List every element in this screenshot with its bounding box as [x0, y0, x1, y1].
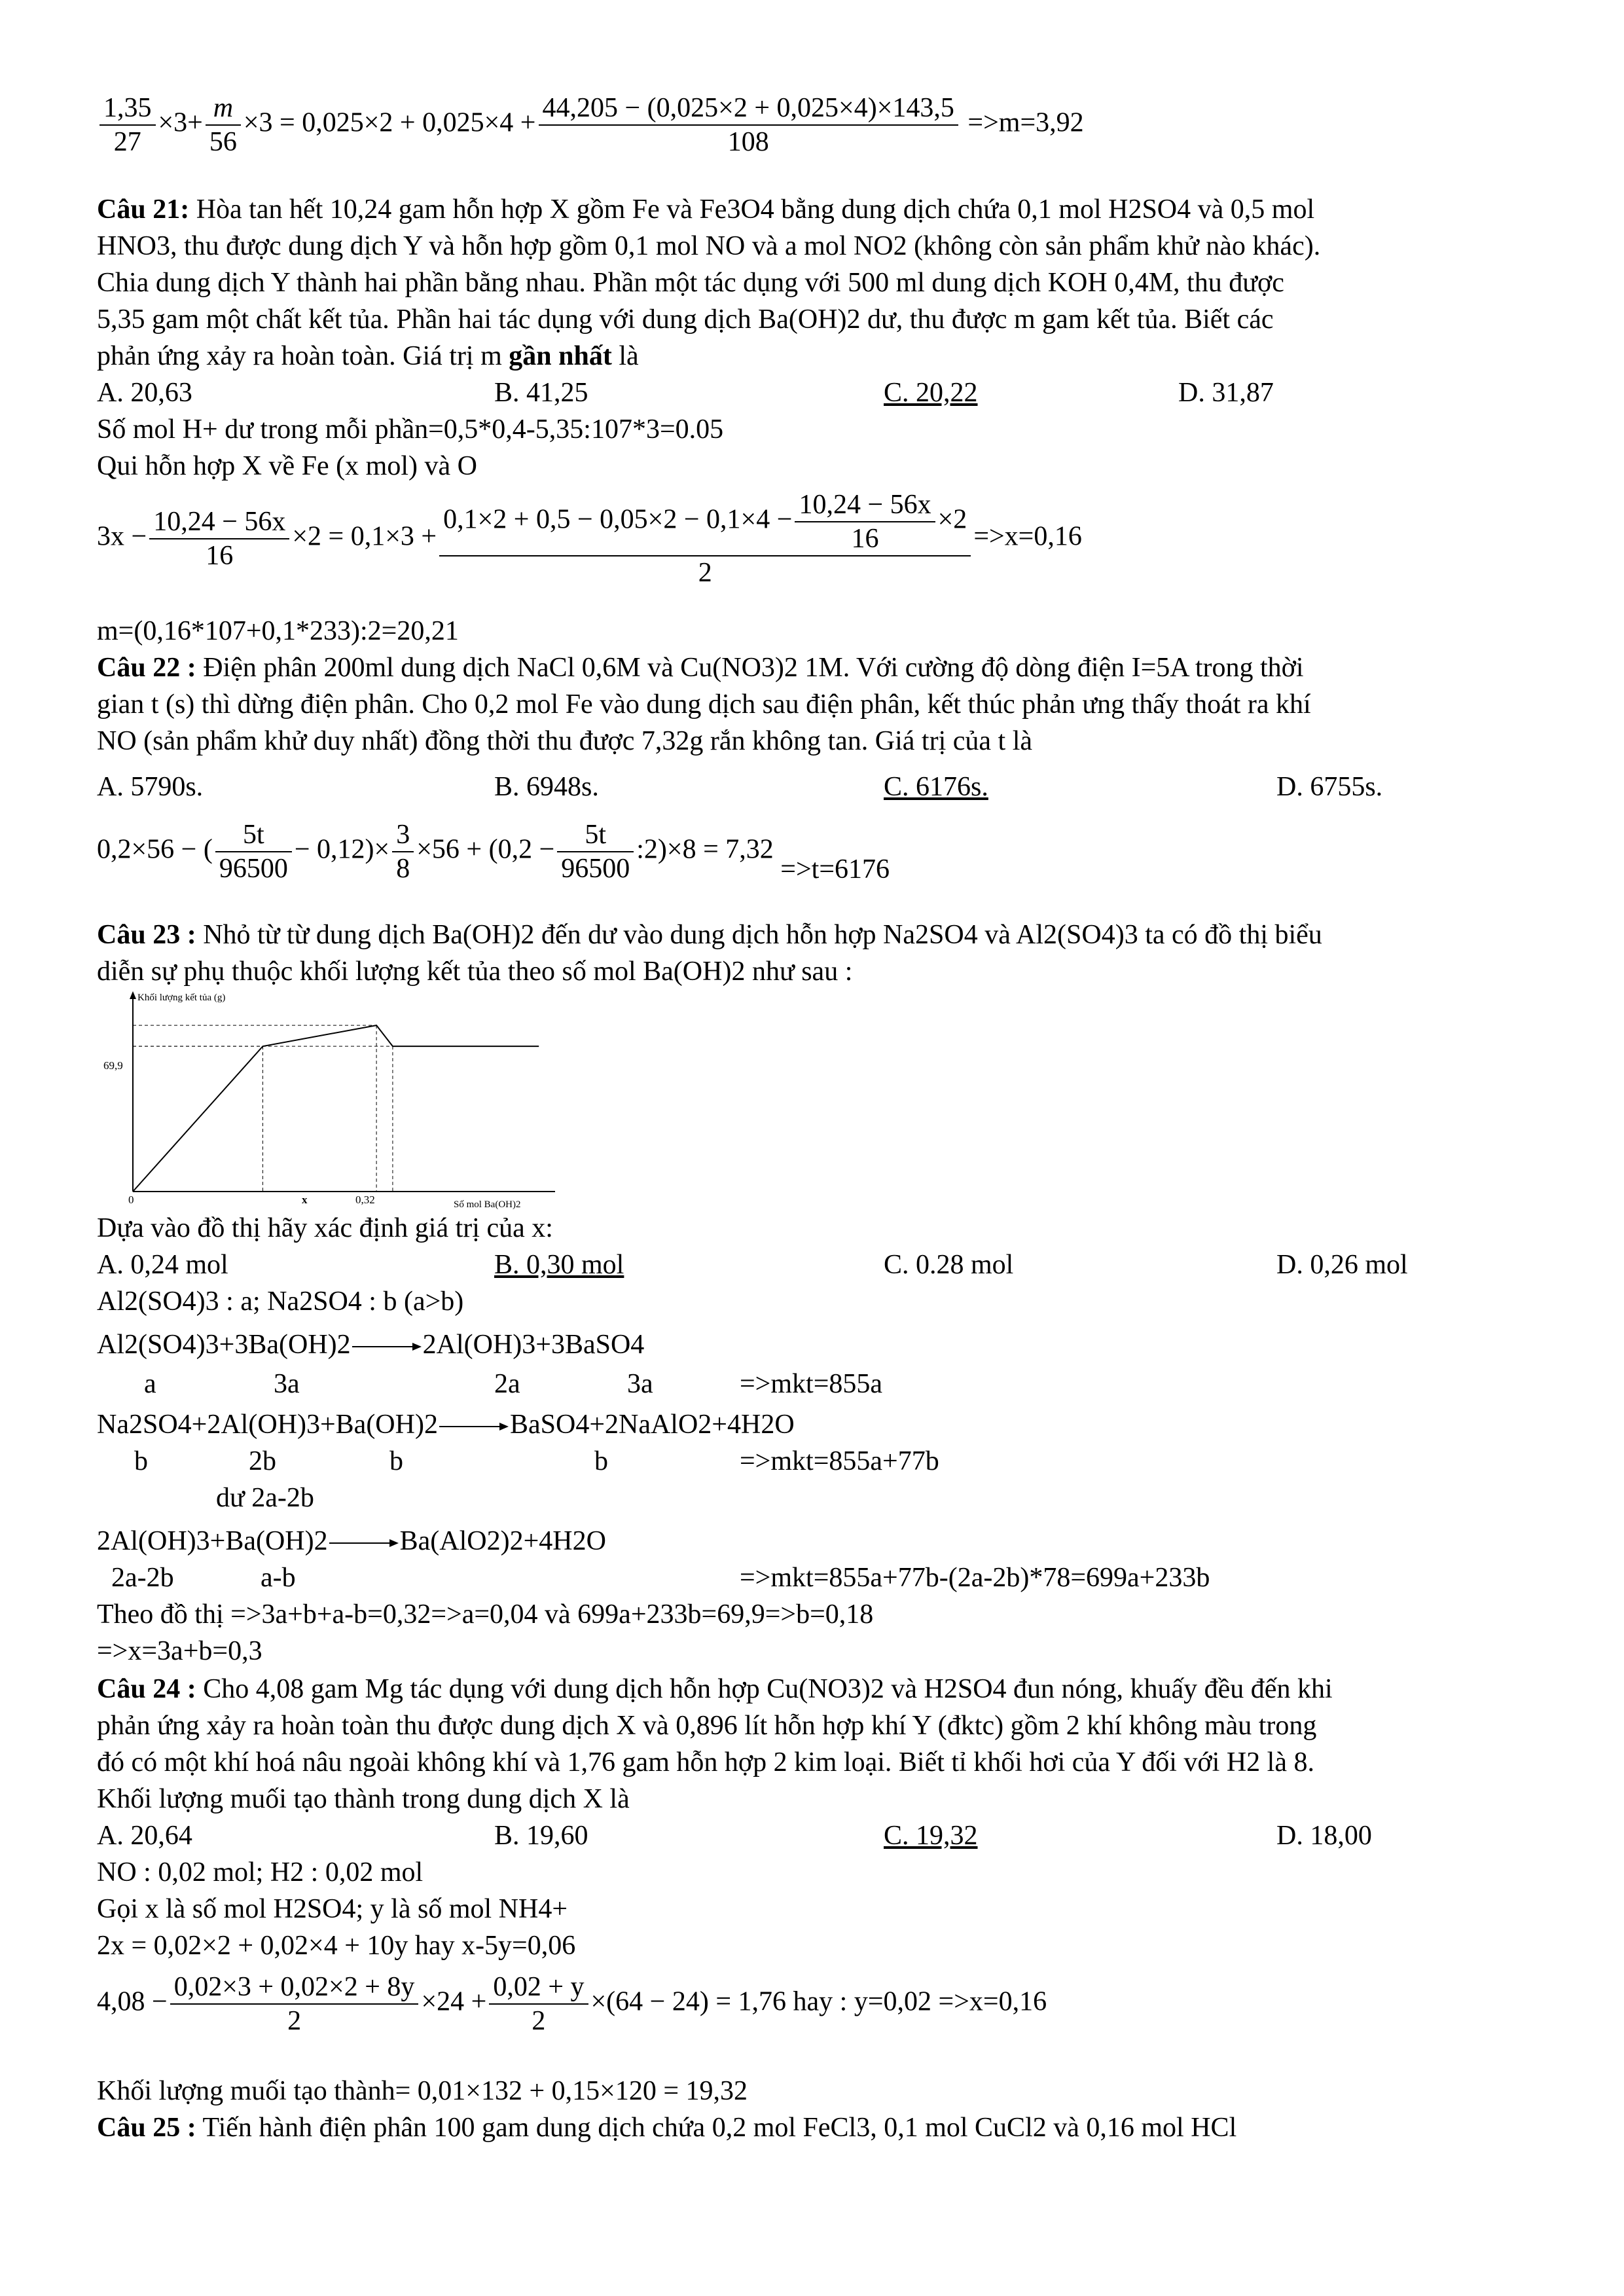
r3-coef-2: a-b [261, 1563, 296, 1593]
q23-solution-2: Theo đồ thị =>3a+b+a-b=0,32=>a=0,04 và 699a+233b=69,9=>b=0,18 [97, 1599, 874, 1630]
q21-equation: 3x − $\frac{10,24 - 56x}{16}$ ×2 = 0,1×3 + 0,1×2 + 0,5 − 0,05×2 − 0,1×4 − $\frac{10,24 - 56x}{16}$ ×2 2 =>x=0,16 [97, 490, 1082, 588]
q22-line-3: NO (sản phẩm khử duy nhất) đồng thời thu được 7,32g rắn không tan. Giá trị của t là [97, 726, 1033, 756]
q21-option-d: D. 31,87 [1178, 378, 1274, 408]
q23-solution-1: Al2(SO4)3 : a; Na2SO4 : b (a>b) [97, 1286, 464, 1317]
r1-coef-2a: 2a [494, 1369, 520, 1399]
q23-option-b: B. 0,30 mol [494, 1250, 624, 1280]
q21-option-c: C. 20,22 [884, 378, 978, 408]
q23-option-d: D. 0,26 mol [1276, 1250, 1408, 1280]
r2-coef-2b: 2b [249, 1446, 276, 1476]
r1-coef-a: a [144, 1369, 156, 1399]
q24-line-4: Khối lượng muối tạo thành trong dung dịch X là [97, 1784, 630, 1814]
q24-solution-4: Khối lượng muối tạo thành= 0,01×132 + 0,15×120 = 19,32 [97, 2076, 748, 2106]
q23-solution-3: =>x=3a+b=0,3 [97, 1636, 262, 1666]
q22-option-c: C. 6176s. [884, 772, 988, 802]
q24-equation: 4,08 − $\frac{0,02\times 3 + 0,02\times 2 + 8y}{2}$ ×24 + $\frac{0,02 + y}{2}$ ×(64 − 24) = 1,76 hay : y=0,02 =>x=0,16 [97, 1972, 1047, 2036]
x-tick-label-032: 0,32 [355, 1194, 375, 1206]
r2-mass: =>mkt=855a+77b [740, 1446, 939, 1476]
q24-line-2: phản ứng xảy ra hoàn toàn thu được dung dịch X và 0,896 lít hỗn hợp khí Y (đktc) gồm 2 khí không màu trong [97, 1711, 1317, 1741]
y-axis-label: Khối lượng kết tủa (g) [137, 993, 226, 1003]
r1-coef-3a-b: 3a [627, 1369, 653, 1399]
r2-coef-b: b [134, 1446, 148, 1476]
q21-solution-2: Qui hỗn hợp X về Fe (x mol) và O [97, 451, 477, 481]
q24-option-c: C. 19,32 [884, 1821, 978, 1851]
q23-option-a: A. 0,24 mol [97, 1250, 228, 1280]
q22-option-b: B. 6948s. [494, 772, 599, 802]
chart-guides [133, 1025, 539, 1192]
q21-option-a: A. 20,63 [97, 378, 192, 408]
q21-option-b: B. 41,25 [494, 378, 588, 408]
q21-line-5: phản ứng xảy ra hoàn toàn. Giá trị m gần nhất là [97, 341, 639, 371]
precipitate-mass-chart [97, 987, 568, 1210]
q21-solution-1: Số mol H+ dư trong mỗi phần=0,5*0,4-5,35:107*3=0.05 [97, 414, 724, 445]
q23-line-1: Câu 23 : Nhỏ từ từ dung dịch Ba(OH)2 đến dư vào dung dịch hỗn hợp Na2SO4 và Al2(SO4)3 ta có đồ thị biểu [97, 920, 1322, 950]
q23-line-2: diễn sự phụ thuộc khối lượng kết tủa theo số mol Ba(OH)2 như sau : [97, 957, 853, 987]
q24-line-3: đó có một khí hoá nâu ngoài không khí và 1,76 gam hỗn hợp 2 kim loại. Biết tỉ khối hơi của Y đối với H2 là 8. [97, 1747, 1314, 1777]
q22-line-1: Câu 22 : Điện phân 200ml dung dịch NaCl 0,6M và Cu(NO3)2 1M. Với cường độ dòng điện I=5A trong thời [97, 653, 1304, 683]
q24-solution-2: Gọi x là số mol H2SO4; y là số mol NH4+ [97, 1894, 568, 1924]
reaction-arrow-icon [328, 1537, 400, 1550]
q21-line-2: HNO3, thu được dung dịch Y và hỗn hợp gồm 0,1 mol NO và a mol NO2 (không còn sản phẩm khử nào khác). [97, 231, 1321, 261]
q25-line-1: Câu 25 : Tiến hành điện phân 100 gam dung dịch chứa 0,2 mol FeCl3, 0,1 mol CuCl2 và 0,16 mol HCl [97, 2113, 1237, 2143]
r3-mass: =>mkt=855a+77b-(2a-2b)*78=699a+233b [740, 1563, 1210, 1593]
q22-line-2: gian t (s) thì dừng điện phân. Cho 0,2 mol Fe vào dung dịch sau điện phân, kết thúc phản ưng thấy thoát ra khí [97, 689, 1311, 720]
x-tick-label-0: 0 [128, 1194, 134, 1206]
q23-reaction-1: Al2(SO4)3+3Ba(OH)2 2Al(OH)3+3BaSO4 [97, 1330, 645, 1360]
q22-equation: 0,2×56 − ( $\frac{5t}{96500}$ − 0,12)× $\frac{3}{8}$ ×56 + (0,2 − $\frac{5t}{96500}$ :2)×8 = 7,32 =>t=6176 [97, 820, 890, 884]
r1-coef-3a: 3a [274, 1369, 300, 1399]
r1-mass: =>mkt=855a [740, 1369, 883, 1399]
q22-option-d: D. 6755s. [1276, 772, 1383, 802]
r3-coef-1: 2a-2b [111, 1563, 174, 1593]
q21-solution-3: m=(0,16*107+0,1*233):2=20,21 [97, 616, 459, 646]
reaction-arrow-icon [438, 1420, 510, 1433]
y-axis-arrow-icon [130, 991, 136, 999]
y-tick-label: 69,9 [103, 1059, 123, 1072]
reaction-arrow-icon [351, 1340, 423, 1353]
q23-question: Dựa vào đồ thị hãy xác định giá trị của x: [97, 1213, 553, 1243]
q24-option-d: D. 18,00 [1276, 1821, 1372, 1851]
q24-solution-1: NO : 0,02 mol; H2 : 0,02 mol [97, 1857, 424, 1887]
series-line [133, 1025, 539, 1192]
q24-line-1: Câu 24 : Cho 4,08 gam Mg tác dụng với dung dịch hỗn hợp Cu(NO3)2 và H2SO4 đun nóng, khuấy đều đến khi [97, 1674, 1333, 1704]
r2-coef-b2: b [389, 1446, 403, 1476]
q21-line-4: 5,35 gam một chất kết tủa. Phần hai tác dụng với dung dịch Ba(OH)2 dư, thu được m gam kết tủa. Biết các [97, 304, 1274, 335]
q21-line-1: Câu 21: Hòa tan hết 10,24 gam hỗn hợp X gồm Fe và Fe3O4 bằng dung dịch chứa 0,1 mol H2SO4 và 0,5 mol [97, 194, 1315, 225]
q23-reaction-3: 2Al(OH)3+Ba(OH)2 Ba(AlO2)2+4H2O [97, 1526, 606, 1556]
q22-option-a: A. 5790s. [97, 772, 204, 802]
q24-solution-3: 2x = 0,02×2 + 0,02×4 + 10y hay x-5y=0,06 [97, 1931, 576, 1961]
r2-coef-b3: b [594, 1446, 608, 1476]
r2-excess: dư 2a-2b [216, 1483, 314, 1513]
q24-option-a: A. 20,64 [97, 1821, 192, 1851]
q23-option-c: C. 0.28 mol [884, 1250, 1014, 1280]
q23-reaction-2: Na2SO4+2Al(OH)3+Ba(OH)2 BaSO4+2NaAlO2+4H2O [97, 1410, 795, 1440]
q21-line-3: Chia dung dịch Y thành hai phần bằng nhau. Phần một tác dụng với 500 ml dung dịch KOH 0,4M, thu được [97, 268, 1284, 298]
q24-option-b: B. 19,60 [494, 1821, 588, 1851]
x-tick-label-x: x [302, 1194, 308, 1206]
equation-line-1: $\frac{1,35}{27}$ ×3+ $\frac{m}{56}$ ×3 = 0,025×2 + 0,025×4 + $\frac{44,205 - (0,025\times 2 + 0,025\times 4)\times 143,5}{108}$ =>m=3,92 [97, 92, 1084, 158]
x-axis-label: Số mol Ba(OH)2 [454, 1199, 521, 1210]
